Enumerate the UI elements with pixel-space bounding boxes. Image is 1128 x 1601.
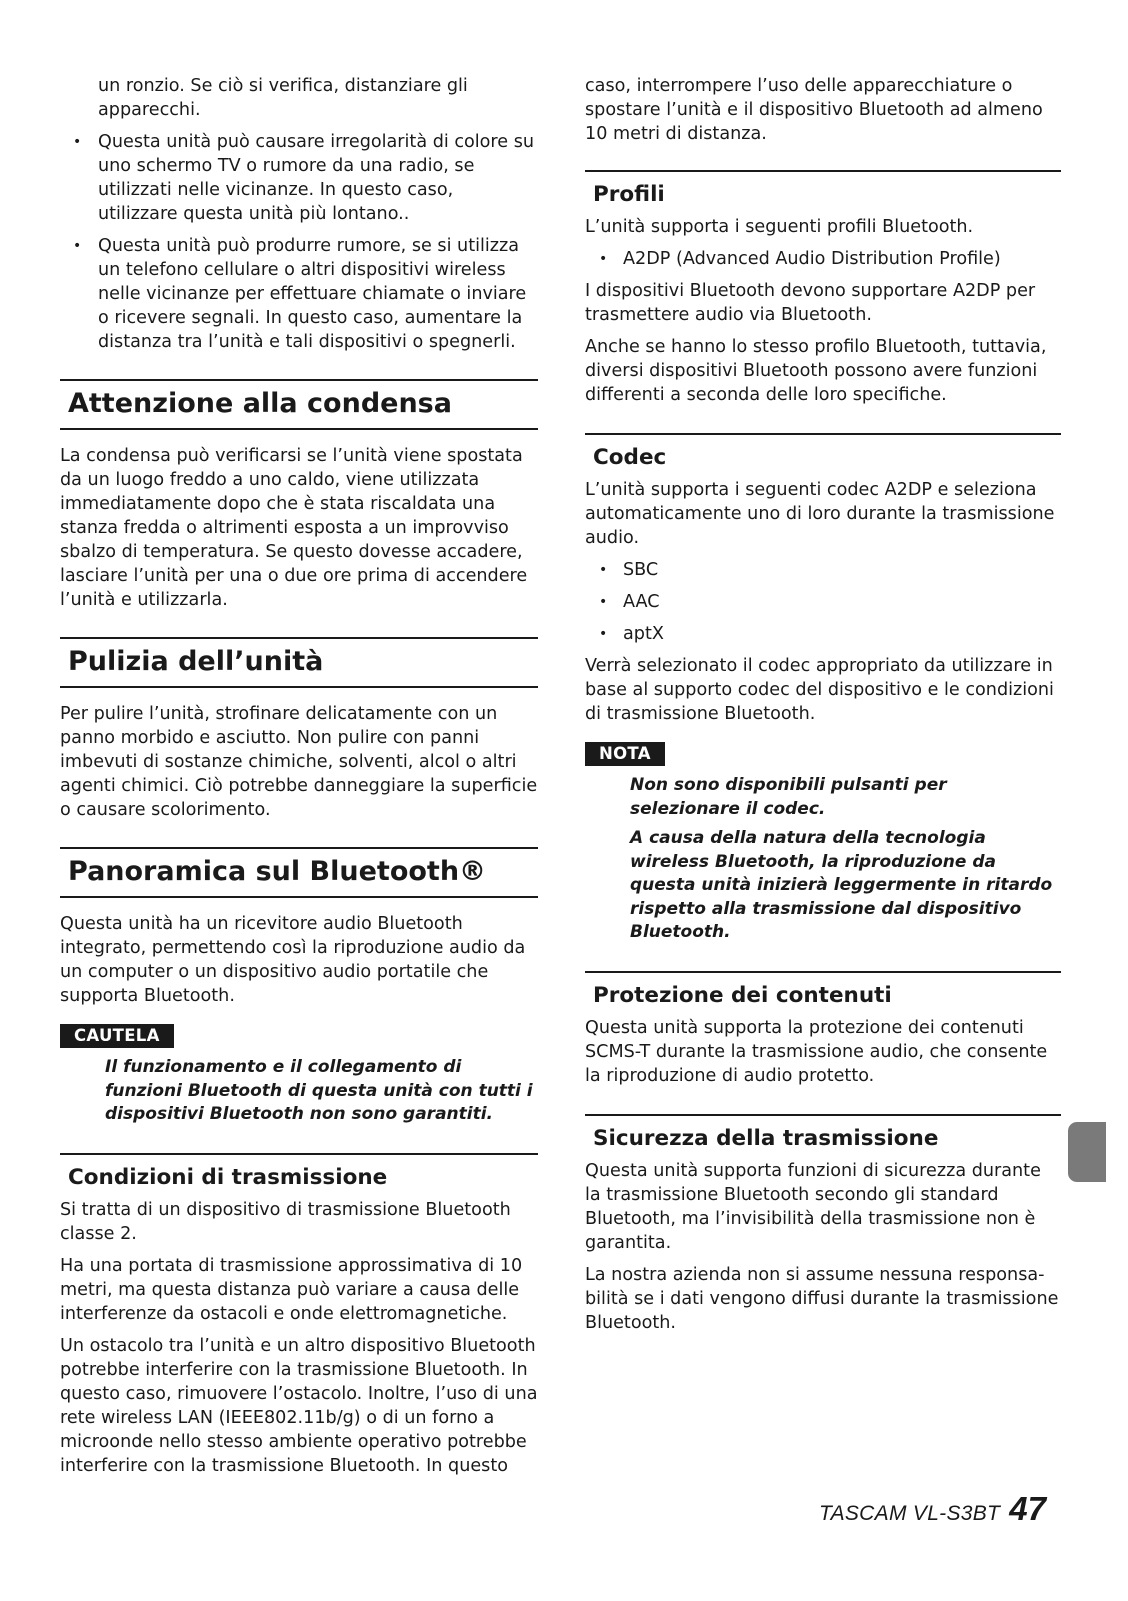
subsection-title: Codec	[593, 445, 667, 470]
subsection-heading-sicurezza	[585, 1114, 1061, 1153]
condizioni-paragraph: Ha una portata di trasmissione approssimativa di 10 metri, ma questa distanza può variare a causa delle interferenze da ostacoli e onde elettromagnetiche.	[60, 1255, 523, 1324]
codec-paragraph: L’unità supporta i seguenti codec A2DP e seleziona automaticamente uno di loro durante la trasmissione audio.	[585, 480, 1055, 548]
profili-paragraph: I dispositivi Bluetooth devono supportare A2DP per trasmettere audio via Bluetooth.	[585, 281, 1036, 325]
section-title: Panoramica sul Bluetooth®	[68, 856, 487, 887]
list-item: • aptX	[585, 622, 1061, 646]
caution-label: CAUTELA	[60, 1024, 174, 1048]
continued-paragraph: caso, interrompere l’uso delle apparecchiature o spostare l’unità e il dispositivo Bluetooth ad almeno 10 metri di distanza.	[585, 76, 1043, 144]
note-box	[585, 734, 1061, 945]
note-text: A causa della natura della tecnologia wireless Bluetooth, la riproduzione da questa unità inizierà leggermente in ritardo rispetto alla trasmissione dal dispositivo Bluetooth.	[630, 828, 1053, 942]
list-item: • SBC	[585, 558, 1061, 582]
list-item: • Questa unità può produrre rumore, se si utilizza un telefono cellulare o altri dispositivi wireless nelle vicinanze per effettuare chiamate o inviare o ricevere segnali. In questo caso, aumentare la distanza tra l’unità e tali dispositivi o spegnerli.	[60, 234, 538, 354]
profili-paragraph: L’unità supporta i seguenti profili Bluetooth.	[585, 217, 974, 237]
codec-paragraph: Verrà selezionato il codec appropriato da utilizzare in base al supporto codec del dispositivo e le condizioni di trasmissione Bluetooth.	[585, 656, 1054, 724]
subsection-title: Condizioni di trasmissione	[68, 1164, 388, 1190]
left-column	[60, 74, 538, 1486]
page-number: 47	[1009, 1490, 1046, 1527]
subsection-heading-profili	[585, 170, 1061, 209]
condensa-paragraph: La condensa può verificarsi se l’unità viene spostata da un luogo freddo a uno caldo, viene utilizzata immediatamente dopo che è stata riscaldata una stanza fredda o altrimenti esposta a un improvviso sbalzo di temperatura. Se questo dovesse accadere, lasciare l’unità per una o due ore prima di accendere l’unità e utilizzarla.	[60, 446, 528, 610]
subsection-title: Profili	[593, 182, 665, 207]
bluetooth-paragraph: Questa unità ha un ricevitore audio Bluetooth integrato, permettendo così la riproduzione audio da un computer o un dispositivo audio portatile che supporta Bluetooth.	[60, 914, 526, 1006]
subsection-title: Sicurezza della trasmissione	[593, 1125, 939, 1151]
note-label: NOTA	[585, 742, 665, 766]
sicurezza-paragraph: La nostra azienda non si assume nessuna responsabilità se i dati vengono diffusi durante la trasmissione Bluetooth.	[585, 1264, 1059, 1333]
section-heading-condensa	[60, 379, 538, 430]
list-item: • AAC	[585, 590, 1061, 614]
footer-brand: TASCAM VL-S3BT	[819, 1502, 1001, 1525]
condizioni-paragraph: Si tratta di un dispositivo di trasmissione Bluetooth classe 2.	[60, 1199, 511, 1244]
section-title: Pulizia dell’unità	[68, 646, 324, 677]
caution-box	[60, 1016, 538, 1127]
caution-text: Il funzionamento e il collegamento di funzioni Bluetooth di questa unità con tutti i dispositivi Bluetooth non sono garantiti.	[105, 1057, 533, 1124]
condizioni-paragraph: Un ostacolo tra l’unità e un altro dispositivo Bluetooth potrebbe interferire con la trasmissione Bluetooth. In questo caso, rimuovere l’ostacolo. Inoltre, l’uso di una rete wireless LAN (IEEE802.11b/g) o di un forno a microonde nello stesso ambiente operativo potrebbe interferire con la trasmissione Bluetooth. In questo	[60, 1335, 538, 1476]
continued-paragraph: un ronzio. Se ciò si verifica, distanziare gli apparecchi.	[98, 76, 468, 120]
list-item: • Questa unità può causare irregolarità di colore su uno schermo TV o rumore da una radio, se utilizzati nelle vicinanze. In questo caso, utilizzare questa unità più lontano..	[60, 130, 538, 226]
right-column	[585, 74, 1061, 1343]
profili-paragraph: Anche se hanno lo stesso profilo Bluetooth, tuttavia, diversi dispositivi Bluetooth possono avere funzioni differenti a seconda delle loro specifiche.	[585, 337, 1047, 405]
subsection-heading-protezione	[585, 971, 1061, 1010]
profili-bullet-list	[585, 247, 1061, 271]
chapter-tab-marker	[1068, 1122, 1106, 1182]
section-title: Attenzione alla condensa	[68, 388, 452, 419]
protezione-paragraph: Questa unità supporta la protezione dei contenuti SCMS-T durante la trasmissione audio, che consente la riproduzione di audio protetto.	[585, 1017, 1048, 1086]
interference-bullet-list	[60, 130, 538, 354]
section-heading-pulizia	[60, 637, 538, 688]
pulizia-paragraph: Per pulire l’unità, strofinare delicatamente con un panno morbido e asciutto. Non pulire con panni imbevuti di sostanze chimiche, solventi, alcol o altri agenti chimici. Ciò potrebbe danneggiare la superficie o causare scolorimento.	[60, 704, 538, 820]
subsection-title: Protezione dei contenuti	[593, 982, 892, 1008]
list-item: • A2DP (Advanced Audio Distribution Profile)	[585, 247, 1061, 271]
codec-bullet-list	[585, 558, 1061, 646]
section-heading-bluetooth	[60, 847, 538, 898]
page-footer	[819, 1490, 1046, 1528]
subsection-heading-codec	[585, 433, 1061, 472]
sicurezza-paragraph: Questa unità supporta funzioni di sicurezza durante la trasmissione Bluetooth secondo gli standard Bluetooth, ma l’invisibilità della trasmissione non è garantita.	[585, 1160, 1041, 1253]
subsection-heading-condizioni	[60, 1153, 538, 1192]
note-text: Non sono disponibili pulsanti per selezionare il codec.	[630, 775, 947, 819]
